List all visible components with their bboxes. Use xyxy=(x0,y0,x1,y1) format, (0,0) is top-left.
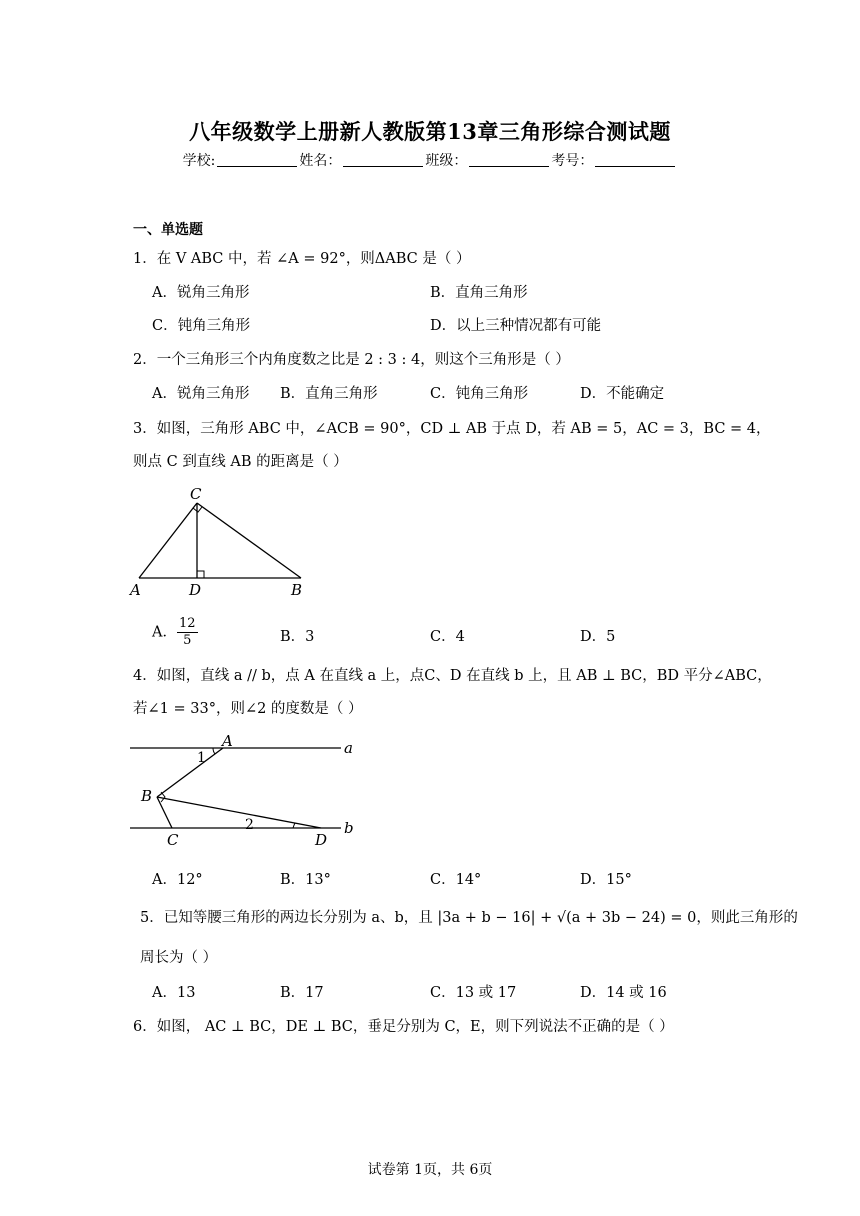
q3-option-a xyxy=(152,616,198,649)
q1-option-b: B．直角三角形 xyxy=(430,285,528,301)
q5-option-b: B．17 xyxy=(280,985,324,1001)
q4-segment-ab xyxy=(157,748,223,797)
q3-stem-line2: 则点 C 到直线 AB 的距离是（ ） xyxy=(133,454,348,470)
q5-option-d: D．14 或 16 xyxy=(580,985,667,1001)
school-label: 学校: xyxy=(182,153,216,169)
q3-label-c: C xyxy=(190,485,202,503)
q2-option-a: A．锐角三角形 xyxy=(152,386,250,402)
q3-label-d: D xyxy=(189,581,202,599)
school-blank xyxy=(217,152,297,167)
q4-label-angle1: 1 xyxy=(197,750,206,766)
q2-option-c: C．钝角三角形 xyxy=(430,386,529,402)
q3-label-b: B xyxy=(291,581,303,599)
q5-option-a: A．13 xyxy=(152,985,196,1001)
q1-option-c: C．钝角三角形 xyxy=(152,318,251,334)
class-label: 班级： xyxy=(425,153,468,169)
q4-segment-bd xyxy=(157,797,321,828)
q4-option-d: D．15° xyxy=(580,872,632,888)
q4-stem-line2: 若∠1 = 33°，则∠2 的度数是（ ） xyxy=(133,701,363,717)
q4-label-a-point: A xyxy=(222,732,233,750)
q4-label-d-point: D xyxy=(315,831,328,849)
q4-parallel-lines-figure xyxy=(125,730,365,852)
q4-right-angle-b xyxy=(161,792,165,802)
q2-stem: 2．一个三角形三个内角度数之比是 2 : 3 : 4，则这个三角形是（ ） xyxy=(133,352,570,368)
name-label: 姓名： xyxy=(299,153,342,169)
fraction-numerator: 12 xyxy=(178,616,196,631)
q3-stem-line1: 3．如图，三角形 ABC 中，∠ACB = 90°，CD ⊥ AB 于点 D，若 AB = 5，AC = 3，BC = 4， xyxy=(133,421,771,437)
q3-option-a-fraction xyxy=(177,616,198,649)
q3-label-a: A xyxy=(130,581,141,599)
q4-option-c: C．14° xyxy=(430,872,482,888)
section-heading: 一、单选题 xyxy=(133,222,203,238)
q3-option-b: B．3 xyxy=(280,629,315,645)
class-blank xyxy=(469,152,549,167)
q4-label-angle2: 2 xyxy=(245,817,254,833)
q5-stem-line2: 周长为（ ） xyxy=(140,950,218,966)
exam-no-label: 考号： xyxy=(551,153,594,169)
name-blank xyxy=(343,152,423,167)
page-footer: 试卷第 1页，共 6页 xyxy=(367,1162,493,1178)
q1-stem: 1．在 V ABC 中，若 ∠A = 92°，则ΔABC 是（ ） xyxy=(133,251,471,267)
q3-option-c: C．4 xyxy=(430,629,465,645)
q4-label-line-a: a xyxy=(344,739,353,757)
q4-angle2-arc xyxy=(293,823,295,828)
q3-right-angle-d xyxy=(197,571,204,578)
student-info-line xyxy=(0,150,860,170)
q3-triangle-figure xyxy=(125,482,325,600)
q3-segment-bc xyxy=(197,503,301,578)
exam-no-blank xyxy=(595,152,675,167)
q1-option-a: A．锐角三角形 xyxy=(152,285,250,301)
q4-stem-line1: 4．如图，直线 a // b，点 A 在直线 a 上，点C、D 在直线 b 上，且 AB ⊥ BC，BD 平分∠ABC， xyxy=(133,668,772,684)
q4-option-b: B．13° xyxy=(280,872,331,888)
q4-label-c-point: C xyxy=(167,831,179,849)
page-title: 八年级数学上册新人教版第13章三角形综合测试题 xyxy=(189,119,671,144)
q3-option-a-prefix: A． xyxy=(152,624,177,641)
fraction-denominator: 5 xyxy=(183,633,192,648)
q4-option-a: A．12° xyxy=(152,872,203,888)
q1-option-d: D．以上三种情况都有可能 xyxy=(430,318,602,334)
q2-option-d: D．不能确定 xyxy=(580,386,665,402)
q4-angle1-arc xyxy=(213,748,215,754)
q4-label-b-point: B xyxy=(141,787,153,805)
q5-option-c: C．13 或 17 xyxy=(430,985,517,1001)
q2-option-b: B．直角三角形 xyxy=(280,386,378,402)
q6-stem: 6．如图， AC ⊥ BC，DE ⊥ BC，垂足分别为 C，E，则下列说法不正确的是（ ） xyxy=(133,1019,674,1035)
q3-segment-ac xyxy=(139,503,197,578)
q3-option-d: D．5 xyxy=(580,629,616,645)
q4-segment-bc xyxy=(157,797,172,828)
q5-stem-line1: 5．已知等腰三角形的两边长分别为 a、b，且 |3a + b − 16| + √(a + 3b − 24) = 0，则此三角形的 xyxy=(140,910,798,926)
q4-label-line-b: b xyxy=(344,819,354,837)
